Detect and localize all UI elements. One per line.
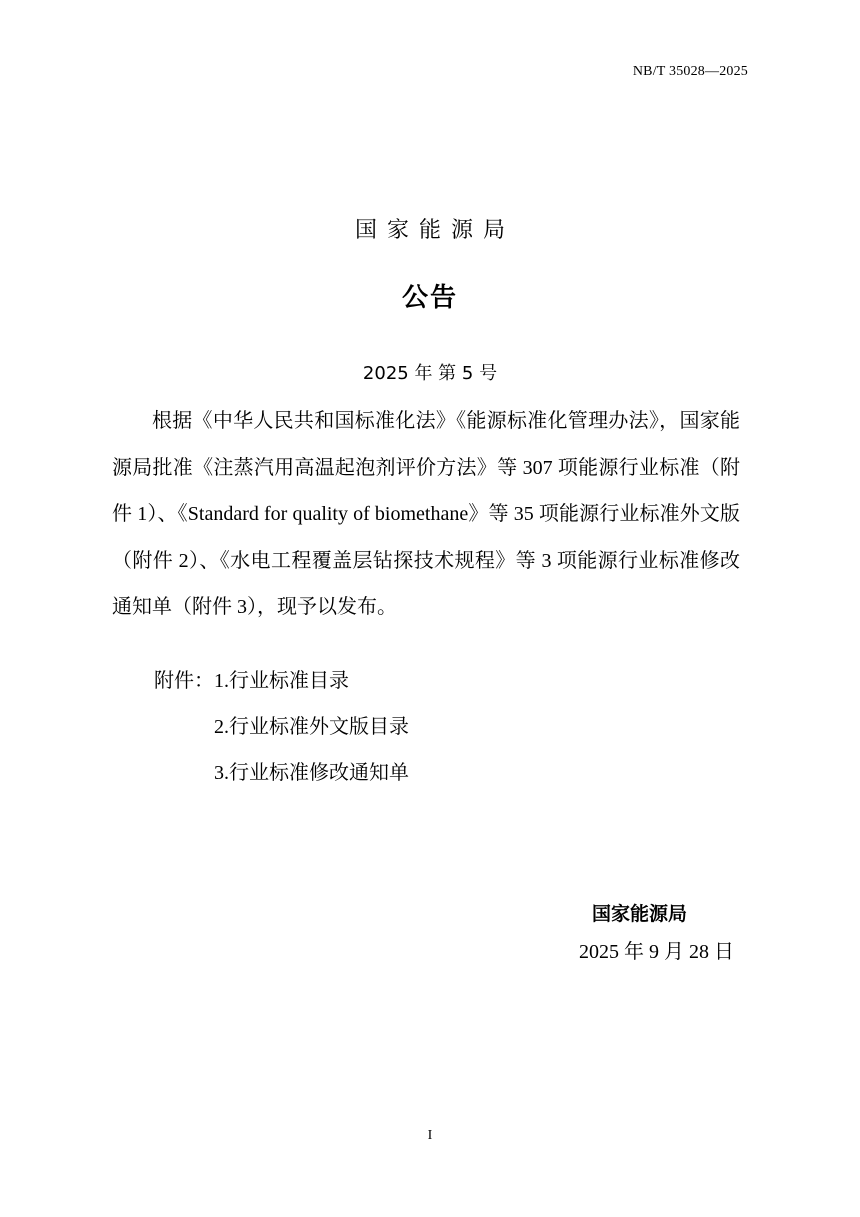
attachment-item-text: 3.行业标准修改通知单 [214, 762, 409, 784]
issuer-title: 国家能源局 [354, 218, 515, 243]
announcement-body: 根据《中华人民共和国标准化法》《能源标准化管理办法》，国家能源局批准《注蒸汽用高温起泡剂评价方法》等 307 项能源行业标准（附件 1）、《Standard for quality of biomethane》等 35 项能源行业标准外文版（附件 2）、《水电工程覆盖层钻探技术规程》等 3 项能源行业标准修改通知单（附件 3），现予以发布。 [112, 410, 740, 618]
document-type-title: 公告 [401, 283, 458, 313]
attachment-item-text: 2.行业标准外文版目录 [214, 716, 409, 738]
attachment-item-text: 1.行业标准目录 [214, 670, 349, 692]
announcement-number: 2025 年 第 5 号 [362, 363, 498, 384]
attachment-item [154, 658, 654, 704]
attachments-label: 附件： [154, 670, 214, 692]
attachment-item [154, 704, 654, 750]
signature-issuer: 国家能源局 [592, 903, 688, 925]
signature-date: 2025 年 9 月 28 日 [579, 941, 734, 963]
standard-code: NB/T 35028—2025 [632, 64, 748, 79]
attachments-list [154, 658, 654, 796]
attachment-item [154, 750, 654, 796]
page-number: I [427, 1128, 433, 1143]
